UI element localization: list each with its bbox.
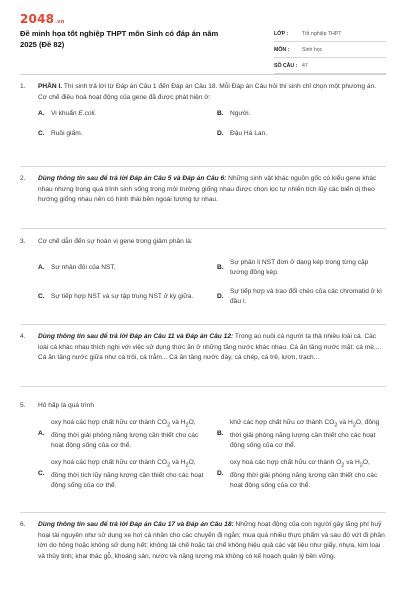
meta-row-class: LỚP : Tốt nghiệp THPT xyxy=(274,26,386,42)
question-1-stem: Cơ chế điều hoà hoạt động của gene đã được phát hiện ở: xyxy=(38,93,211,101)
question-5: 5. Hô hấp là quá trình A. oxy hoá các hợp chất hữu cơ thành $CO_2$ và $H_2O$, đồng thời giải phóng năng lượng cần thiết cho các hoạt động sống của cơ thể. B. khử các hợp chất hữu cơ thành $CO_2$ và $H_2O$, đồng thời giải phóng năng lượng cần thiết cho các hoạt động sống của cơ thể. C. oxy hoá các hợp chất hữu cơ thành $CO_2$ và $H_2O$, đồng thời tích lũy năng lượng cần thiết cho các hoạt động sống của cơ thể. D. oxy hoá các hợp chất hữu cơ thành $O_2$ và $H_2O$, đồng thời giải phóng năng lượng cần thiết cho các hoạt động sống của cơ thể. xyxy=(20,401,386,492)
option-d[interactable]: D. oxy hoá các hợp chất hữu cơ thành $O_2$ và $H_2O$, đồng thời giải phóng năng lượng cần thiết cho các hoạt động sống của cơ thể. xyxy=(217,458,378,490)
question-4-text: Dùng thông tin sau để trả lời Đáp án Câu 11 và Đáp án Câu 12: Trong ao nuôi cá người ta thả nhiều loài cá. Các loài cá khác nhau thích nghi với việc sử dụng thức ăn ở những tầng nước khác nhau. Cá ăn tầng nước mặt: cá mè,... Cá ăn tầng nước giữa như cá trôi, cá trắm... Cá ăn tầng nước đáy, cá chép, cá trê, lươn, trạch... xyxy=(38,333,382,362)
option-b[interactable]: B. Sự phân li NST đơn ở dạng kép trong từng cặp tương đồng kép. xyxy=(217,258,369,277)
option-d[interactable]: D. Đậu Hà Lan. xyxy=(217,129,268,137)
meta-row-subject: MÔN : Sinh học xyxy=(274,42,386,58)
option-c[interactable]: C. Ruồi giấm. xyxy=(38,129,83,137)
question-divider xyxy=(20,228,386,229)
question-1: 1. PHẦN I. Thí sinh trả lời từ Đáp án Câu 1 đến Đáp án Câu 18. Mỗi Đáp án Câu hỏi thí sinh chỉ chọn một phương án. Cơ chế điều hoà hoạt động của gene đã được phát hiện ở: A. Vi khuẩn E.coli. B. Người. C. Ruồi giấm. D. Đậu Hà Lan. xyxy=(20,82,386,141)
exam-title: Đề minh họa tốt nghiệp THPT môn Sinh có đáp án năm 2025 (Đề 82) xyxy=(20,29,219,49)
question-4: 4. Dùng thông tin sau để trả lời Đáp án Câu 11 và Đáp án Câu 12: Trong ao nuôi cá người ta thả nhiều loài cá. Các loài cá khác nhau thích nghi với việc sử dụng thức ăn ở những tầng nước khác nhau. Cá ăn tầng nước mặt: cá mè,... Cá ăn tầng nước giữa như cá trôi, cá trắm... Cá ăn tầng nước đáy, cá chép, cá trê, lươn, trạch... xyxy=(20,332,386,364)
question-divider xyxy=(20,512,386,513)
question-divider xyxy=(20,324,386,325)
question-3-options xyxy=(38,258,386,308)
exam-meta-table xyxy=(274,26,386,74)
option-c[interactable]: C. Sự tiếp hợp NST và sự tập trung NST ở kỳ giữa. xyxy=(38,293,194,301)
option-a[interactable]: A. Vi khuẩn E.coli. xyxy=(38,109,97,117)
meta-row-question-count: SỐ CÂU : 47 xyxy=(274,58,386,74)
option-a[interactable]: A. Sự nhân đôi của NST. xyxy=(38,263,116,271)
option-c[interactable]: C. oxy hoá các hợp chất hữu cơ thành $CO_2$ và $H_2O$, đồng thời tích lũy năng lượng cần thiết cho các hoạt động sống của cơ thể. xyxy=(38,458,204,490)
option-a[interactable]: A. oxy hoá các hợp chất hữu cơ thành $CO_2$ và $H_2O$, đồng thời giải phóng năng lượng cần thiết cho các hoạt động sống của cơ thể. xyxy=(38,418,199,450)
question-1-intro: PHẦN I. Thí sinh trả lời từ Đáp án Câu 1 đến Đáp án Câu 18. Mỗi Đáp án Câu hỏi thí sinh chỉ chọn một phương án. xyxy=(38,83,377,90)
site-logo[interactable]: 2048.vn xyxy=(20,12,65,26)
question-2: 2. Dùng thông tin sau để trả lời Đáp án Câu 5 và Đáp án Câu 6: Những sinh vật khác nguồn gốc có kiểu gene khác nhau nhưng trong quá trình sinh sống trong môi trường giống nhau được chọn lọc tự nhiên tích lũy các biến dị theo hướng giống nhau nên có hình thái bên ngoài tương tự nhau. xyxy=(20,174,386,206)
question-2-text: Dùng thông tin sau để trả lời Đáp án Câu 5 và Đáp án Câu 6: Những sinh vật khác nguồn gốc có kiểu gene khác nhau nhưng trong quá trình sinh sống trong môi trường giống nhau được chọn lọc tự nhiên tích lũy các biến dị theo hướng giống nhau nên có hình thái bên ngoài tương tự nhau. xyxy=(38,175,377,204)
question-5-stem: Hô hấp là quá trình xyxy=(38,402,95,409)
question-6-text: Dùng thông tin sau để trả lời Đáp án Câu 17 và Đáp án Câu 18: Những hoạt động của con người gây lãng phí huỷ hoại tài nguyên như sử dụng xe hơi cá nhân cho các chuyến đi ngắn; mua quá nhiều thực phẩm và sau đó vứt đi phần lớn do hỏng hoặc không sử dụng hết; không tái chế hoặc tái chế không hiệu quả các vật liệu như giấy, nhựa, kim loại và thủy tinh; khai thác gỗ, khoáng sản, nước và năng lượng mà không có kế hoạch quản lý bền vững. xyxy=(38,521,385,560)
question-6: 6. Dùng thông tin sau để trả lời Đáp án Câu 17 và Đáp án Câu 18: Những hoạt động của con người gây lãng phí huỷ hoại tài nguyên như sử dụng xe hơi cá nhân cho các chuyến đi ngắn; mua quá nhiều thực phẩm và sau đó vứt đi phần lớn do hỏng hoặc không sử dụng hết; không tái chế hoặc tái chế không hiệu quả các vật liệu như giấy, nhựa, kim loại và thủy tinh; khai thác gỗ, khoáng sản, nước và năng lượng mà không có kế hoạch quản lý bền vững. xyxy=(20,520,386,562)
option-b[interactable]: B. Người. xyxy=(217,109,251,117)
question-5-options xyxy=(38,418,386,492)
question-divider xyxy=(20,166,386,167)
question-3: 3. Cơ chế dẫn đến sự hoán vị gene trong giảm phân là: A. Sự nhân đôi của NST. B. Sự phân li NST đơn ở dạng kép trong từng cặp tương đồng kép. C. Sự tiếp hợp NST và sự tập trung NST ở kỳ giữa. D. Sự tiếp hợp và trao đổi chéo của các chromatid ở kì đầu I. xyxy=(20,237,386,308)
option-d[interactable]: D. Sự tiếp hợp và trao đổi chéo của các chromatid ở kì đầu I. xyxy=(217,287,382,306)
option-b[interactable]: B. khử các hợp chất hữu cơ thành $CO_2$ và $H_2O$, đồng thời giải phóng năng lượng cần thiết cho các hoạt động sống của cơ thể. xyxy=(217,418,380,450)
question-3-stem: Cơ chế dẫn đến sự hoán vị gene trong giảm phân là: xyxy=(38,238,193,245)
question-1-options xyxy=(38,107,386,141)
header-divider xyxy=(20,74,386,75)
document-header xyxy=(20,12,386,69)
question-divider xyxy=(20,386,386,387)
